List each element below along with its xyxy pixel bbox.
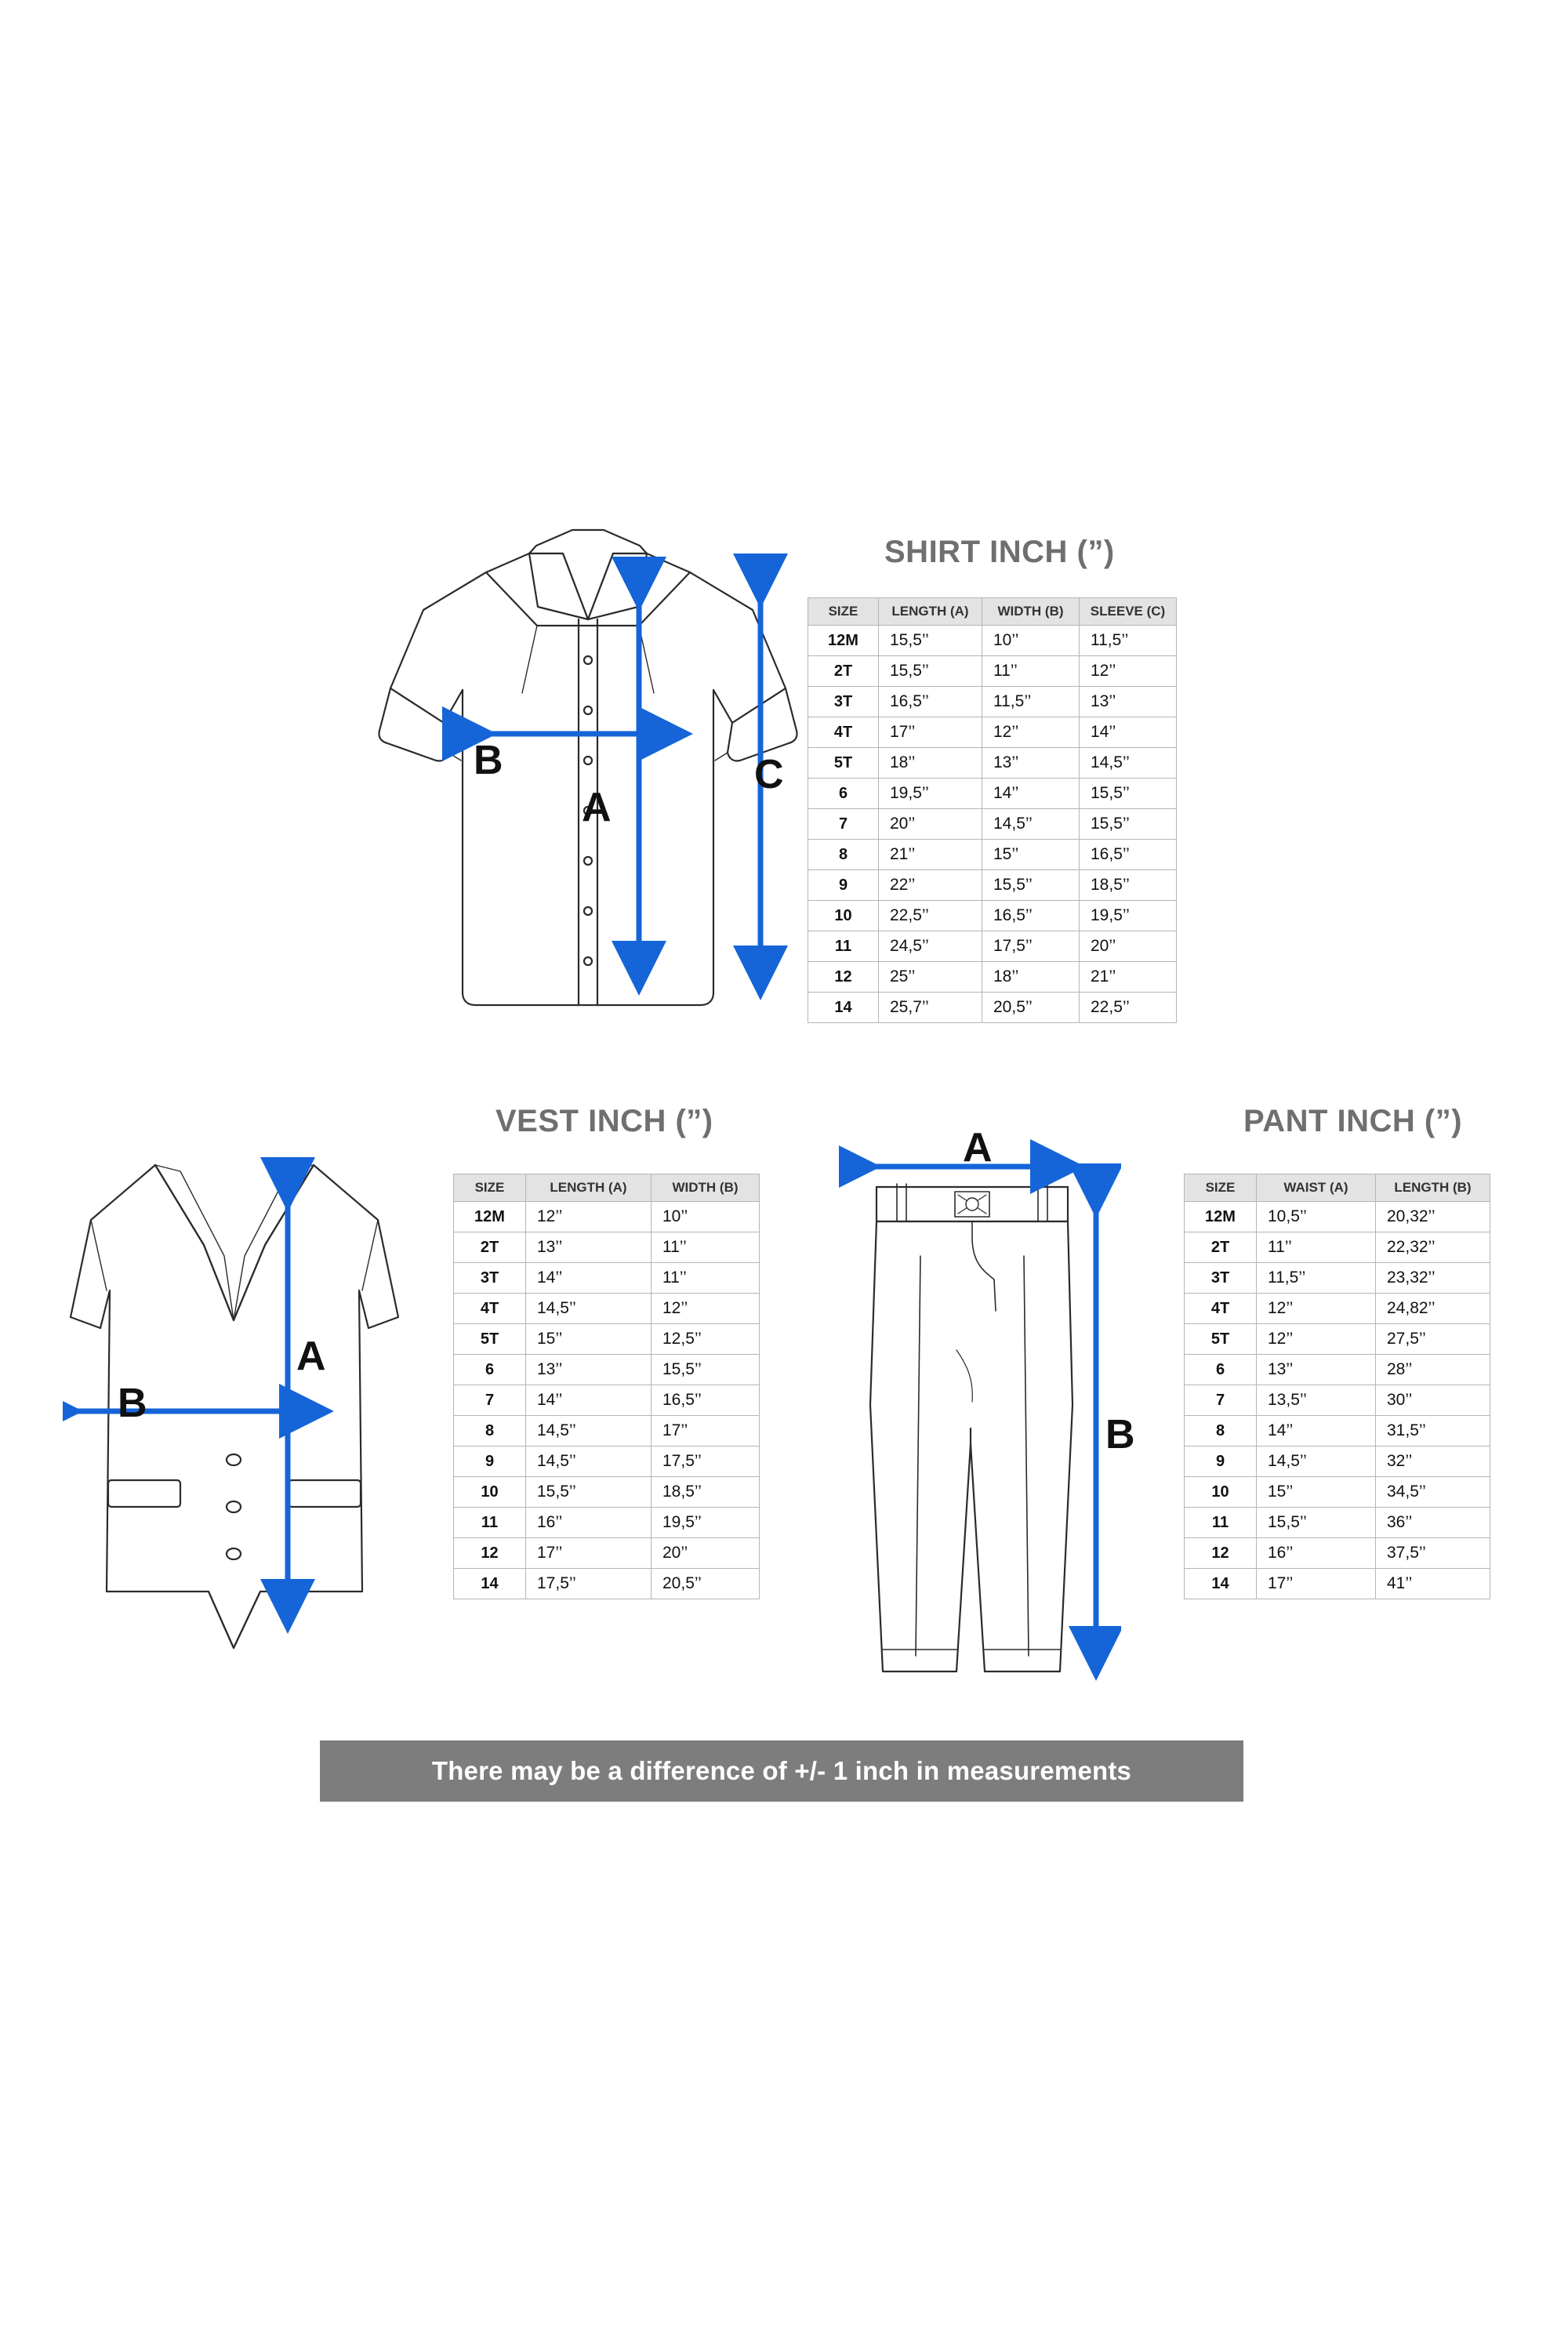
cell-width: 15,5’’ — [982, 870, 1080, 901]
table-row — [808, 656, 1177, 687]
cell-width: 20,5’’ — [982, 993, 1080, 1023]
table-row — [1185, 1538, 1490, 1569]
cell-sleeve: 22,5’’ — [1080, 993, 1177, 1023]
cell-length: 14’’ — [526, 1263, 652, 1294]
table-row — [454, 1263, 760, 1294]
cell-size: 7 — [454, 1385, 526, 1416]
table-row — [1185, 1263, 1490, 1294]
table-row — [454, 1538, 760, 1569]
cell-size: 12 — [454, 1538, 526, 1569]
cell-width: 14,5’’ — [982, 809, 1080, 840]
cell-size: 14 — [808, 993, 879, 1023]
column-header-length: LENGTH (A) — [879, 598, 982, 626]
cell-width: 15,5’’ — [652, 1355, 760, 1385]
cell-size: 10 — [808, 901, 879, 931]
column-header-length: LENGTH (B) — [1376, 1174, 1490, 1202]
cell-length: 25,7’’ — [879, 993, 982, 1023]
table-row — [454, 1477, 760, 1508]
table-row — [808, 626, 1177, 656]
cell-size: 3T — [1185, 1263, 1257, 1294]
cell-sleeve: 14’’ — [1080, 717, 1177, 748]
table-row — [454, 1355, 760, 1385]
table-row — [808, 870, 1177, 901]
cell-length: 22,5’’ — [879, 901, 982, 931]
table-row — [454, 1416, 760, 1446]
vest-letter-a: A — [296, 1334, 326, 1379]
table-row — [454, 1232, 760, 1263]
table-row — [1185, 1477, 1490, 1508]
cell-length: 28’’ — [1376, 1355, 1490, 1385]
cell-length: 14,5’’ — [526, 1446, 652, 1477]
cell-width: 19,5’’ — [652, 1508, 760, 1538]
cell-length: 15’’ — [526, 1324, 652, 1355]
cell-width: 17’’ — [652, 1416, 760, 1446]
table-row — [1185, 1446, 1490, 1477]
cell-size: 10 — [454, 1477, 526, 1508]
cell-size: 14 — [1185, 1569, 1257, 1599]
cell-waist: 14,5’’ — [1257, 1446, 1376, 1477]
cell-size: 4T — [808, 717, 879, 748]
cell-size: 5T — [454, 1324, 526, 1355]
cell-length: 19,5’’ — [879, 779, 982, 809]
cell-length: 25’’ — [879, 962, 982, 993]
cell-size: 5T — [1185, 1324, 1257, 1355]
shirt-letter-a: A — [582, 785, 612, 830]
cell-length: 21’’ — [879, 840, 982, 870]
cell-size: 5T — [808, 748, 879, 779]
cell-length: 24,5’’ — [879, 931, 982, 962]
cell-length: 31,5’’ — [1376, 1416, 1490, 1446]
table-header-row — [454, 1174, 760, 1202]
cell-size: 12 — [808, 962, 879, 993]
cell-length: 14,5’’ — [526, 1294, 652, 1324]
cell-waist: 15’’ — [1257, 1477, 1376, 1508]
cell-width: 18,5’’ — [652, 1477, 760, 1508]
cell-size: 12M — [454, 1202, 526, 1232]
table-row — [454, 1508, 760, 1538]
column-header-width: WIDTH (B) — [652, 1174, 760, 1202]
cell-size: 12 — [1185, 1538, 1257, 1569]
table-row — [454, 1202, 760, 1232]
vest-title: VEST INCH (”) — [495, 1104, 713, 1138]
cell-width: 10’’ — [652, 1202, 760, 1232]
cell-length: 20’’ — [879, 809, 982, 840]
cell-length: 36’’ — [1376, 1508, 1490, 1538]
cell-width: 16,5’’ — [652, 1385, 760, 1416]
cell-size: 11 — [454, 1508, 526, 1538]
table-header-row — [808, 598, 1177, 626]
cell-length: 15,5’’ — [879, 656, 982, 687]
cell-size: 7 — [808, 809, 879, 840]
cell-width: 12,5’’ — [652, 1324, 760, 1355]
cell-waist: 10,5’’ — [1257, 1202, 1376, 1232]
cell-sleeve: 14,5’’ — [1080, 748, 1177, 779]
table-row — [1185, 1232, 1490, 1263]
cell-size: 12M — [1185, 1202, 1257, 1232]
cell-width: 11’’ — [652, 1263, 760, 1294]
table-row — [1185, 1355, 1490, 1385]
cell-length: 16,5’’ — [879, 687, 982, 717]
cell-size: 2T — [454, 1232, 526, 1263]
cell-size: 11 — [808, 931, 879, 962]
pant-letter-a: A — [963, 1125, 993, 1171]
column-header-size: SIZE — [808, 598, 879, 626]
cell-size: 6 — [808, 779, 879, 809]
cell-length: 32’’ — [1376, 1446, 1490, 1477]
cell-size: 9 — [454, 1446, 526, 1477]
cell-length: 24,82’’ — [1376, 1294, 1490, 1324]
cell-size: 6 — [454, 1355, 526, 1385]
cell-length: 27,5’’ — [1376, 1324, 1490, 1355]
cell-width: 12’’ — [652, 1294, 760, 1324]
cell-size: 6 — [1185, 1355, 1257, 1385]
cell-length: 17,5’’ — [526, 1569, 652, 1599]
table-row — [808, 717, 1177, 748]
table-row — [808, 748, 1177, 779]
pant-size-table — [1184, 1174, 1490, 1599]
cell-waist: 16’’ — [1257, 1538, 1376, 1569]
cell-width: 20’’ — [652, 1538, 760, 1569]
column-header-length: LENGTH (A) — [526, 1174, 652, 1202]
cell-size: 11 — [1185, 1508, 1257, 1538]
cell-width: 10’’ — [982, 626, 1080, 656]
cell-sleeve: 21’’ — [1080, 962, 1177, 993]
shirt-title: SHIRT INCH (”) — [884, 535, 1115, 569]
cell-width: 16,5’’ — [982, 901, 1080, 931]
shirt-letter-b: B — [474, 738, 503, 783]
vest-size-table — [453, 1174, 760, 1599]
cell-sleeve: 11,5’’ — [1080, 626, 1177, 656]
cell-sleeve: 19,5’’ — [1080, 901, 1177, 931]
cell-length: 34,5’’ — [1376, 1477, 1490, 1508]
cell-length: 23,32’’ — [1376, 1263, 1490, 1294]
cell-size: 10 — [1185, 1477, 1257, 1508]
cell-size: 8 — [454, 1416, 526, 1446]
note-text: There may be a difference of +/- 1 inch in measurements — [431, 1756, 1132, 1785]
cell-waist: 14’’ — [1257, 1416, 1376, 1446]
cell-size: 8 — [808, 840, 879, 870]
cell-size: 9 — [808, 870, 879, 901]
table-row — [1185, 1294, 1490, 1324]
cell-sleeve: 13’’ — [1080, 687, 1177, 717]
pant-arrows — [839, 1129, 1121, 1709]
cell-length: 15,5’’ — [526, 1477, 652, 1508]
cell-width: 11’’ — [982, 656, 1080, 687]
table-row — [1185, 1202, 1490, 1232]
column-header-size: SIZE — [1185, 1174, 1257, 1202]
cell-waist: 11’’ — [1257, 1232, 1376, 1263]
cell-length: 14,5’’ — [526, 1416, 652, 1446]
cell-length: 17’’ — [879, 717, 982, 748]
cell-size: 3T — [808, 687, 879, 717]
table-row — [808, 779, 1177, 809]
cell-sleeve: 18,5’’ — [1080, 870, 1177, 901]
cell-size: 4T — [1185, 1294, 1257, 1324]
cell-size: 8 — [1185, 1416, 1257, 1446]
vest-letter-b: B — [118, 1381, 147, 1426]
cell-sleeve: 16,5’’ — [1080, 840, 1177, 870]
cell-length: 30’’ — [1376, 1385, 1490, 1416]
cell-size: 2T — [1185, 1232, 1257, 1263]
cell-width: 11’’ — [652, 1232, 760, 1263]
cell-size: 7 — [1185, 1385, 1257, 1416]
shirt-letter-c: C — [754, 752, 784, 797]
cell-width: 18’’ — [982, 962, 1080, 993]
cell-length: 14’’ — [526, 1385, 652, 1416]
table-row — [808, 840, 1177, 870]
cell-length: 13’’ — [526, 1355, 652, 1385]
cell-waist: 12’’ — [1257, 1294, 1376, 1324]
cell-length: 20,32’’ — [1376, 1202, 1490, 1232]
pant-letter-b: B — [1105, 1412, 1135, 1457]
cell-length: 22’’ — [879, 870, 982, 901]
cell-waist: 13’’ — [1257, 1355, 1376, 1385]
pant-title: PANT INCH (”) — [1243, 1104, 1463, 1138]
table-row — [454, 1324, 760, 1355]
table-row — [808, 687, 1177, 717]
cell-sleeve: 20’’ — [1080, 931, 1177, 962]
table-header-row — [1185, 1174, 1490, 1202]
cell-sleeve: 15,5’’ — [1080, 809, 1177, 840]
measurement-tolerance-note — [320, 1740, 1243, 1802]
cell-size: 14 — [454, 1569, 526, 1599]
cell-size: 4T — [454, 1294, 526, 1324]
cell-width: 11,5’’ — [982, 687, 1080, 717]
table-row — [454, 1446, 760, 1477]
column-header-sleeve: SLEEVE (C) — [1080, 598, 1177, 626]
table-row — [808, 962, 1177, 993]
table-row — [1185, 1569, 1490, 1599]
table-row — [808, 993, 1177, 1023]
cell-waist: 11,5’’ — [1257, 1263, 1376, 1294]
table-row — [808, 931, 1177, 962]
cell-length: 13’’ — [526, 1232, 652, 1263]
cell-length: 22,32’’ — [1376, 1232, 1490, 1263]
cell-waist: 13,5’’ — [1257, 1385, 1376, 1416]
column-header-size: SIZE — [454, 1174, 526, 1202]
cell-size: 2T — [808, 656, 879, 687]
cell-length: 17’’ — [526, 1538, 652, 1569]
cell-width: 17,5’’ — [652, 1446, 760, 1477]
table-row — [1185, 1324, 1490, 1355]
cell-length: 37,5’’ — [1376, 1538, 1490, 1569]
cell-size: 3T — [454, 1263, 526, 1294]
column-header-waist: WAIST (A) — [1257, 1174, 1376, 1202]
table-row — [808, 809, 1177, 840]
table-row — [1185, 1416, 1490, 1446]
cell-length: 12’’ — [526, 1202, 652, 1232]
cell-sleeve: 12’’ — [1080, 656, 1177, 687]
cell-width: 17,5’’ — [982, 931, 1080, 962]
cell-width: 20,5’’ — [652, 1569, 760, 1599]
cell-size: 9 — [1185, 1446, 1257, 1477]
table-row — [1185, 1385, 1490, 1416]
cell-length: 15,5’’ — [879, 626, 982, 656]
cell-length: 18’’ — [879, 748, 982, 779]
cell-size: 12M — [808, 626, 879, 656]
cell-width: 13’’ — [982, 748, 1080, 779]
cell-waist: 15,5’’ — [1257, 1508, 1376, 1538]
column-header-width: WIDTH (B) — [982, 598, 1080, 626]
cell-length: 16’’ — [526, 1508, 652, 1538]
cell-waist: 12’’ — [1257, 1324, 1376, 1355]
shirt-size-table — [808, 597, 1177, 1023]
table-row — [454, 1294, 760, 1324]
table-row — [808, 901, 1177, 931]
table-row — [454, 1385, 760, 1416]
table-row — [454, 1569, 760, 1599]
cell-length: 41’’ — [1376, 1569, 1490, 1599]
table-row — [1185, 1508, 1490, 1538]
cell-sleeve: 15,5’’ — [1080, 779, 1177, 809]
cell-width: 12’’ — [982, 717, 1080, 748]
cell-width: 14’’ — [982, 779, 1080, 809]
cell-width: 15’’ — [982, 840, 1080, 870]
cell-waist: 17’’ — [1257, 1569, 1376, 1599]
